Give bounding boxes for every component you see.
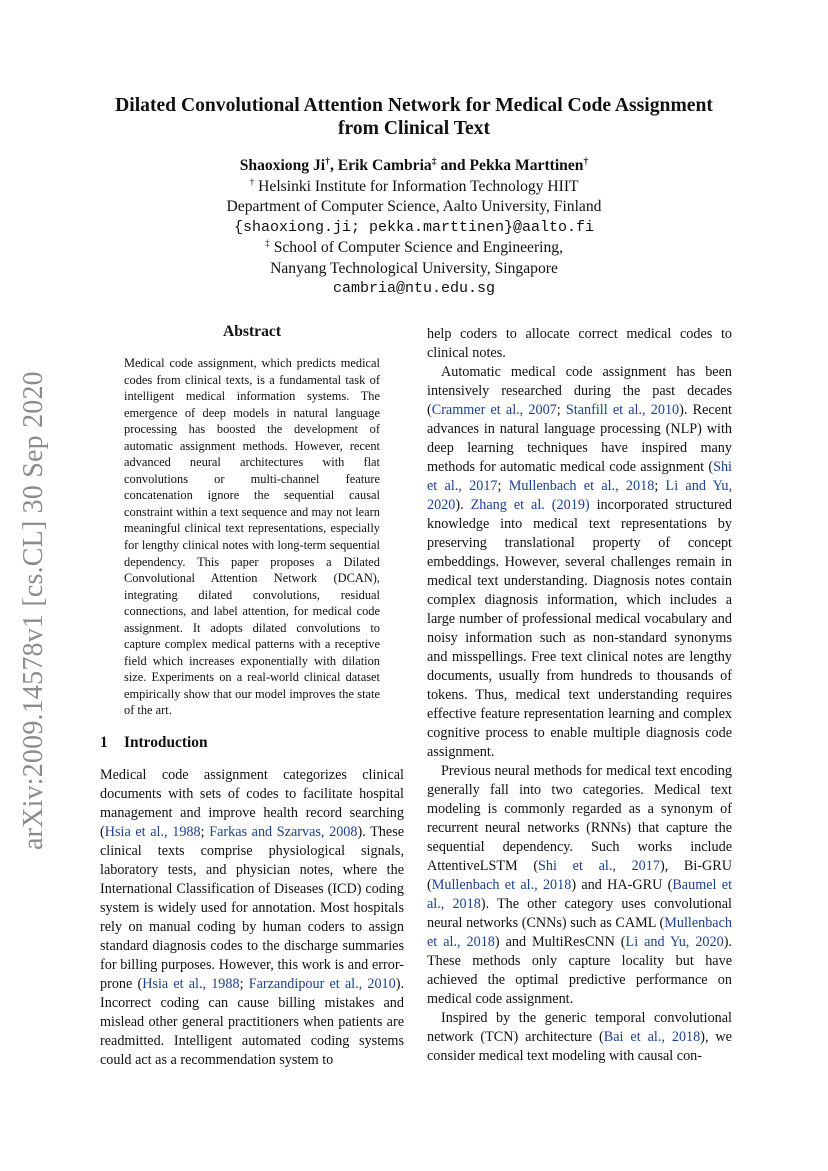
affiliation-1-text: Helsinki Institute for Information Technology HIIT [254,177,579,195]
text-run: ). [455,497,471,513]
email-1[interactable]: {shaoxiong.ji; pekka.marttinen}@aalto.fi [233,218,595,236]
citation-link[interactable]: Mullenbach et al., 2018 [427,915,732,950]
right-paragraph-3 [427,762,732,1009]
author-sep-2: and [436,157,470,174]
citation-link[interactable]: Farkas and Szarvas, 2008 [209,824,358,840]
author-2-mark: ‡ [431,155,437,167]
text-run: Medical code assignment categorizes clinical documents with sets of codes to facilitate hospital management and improve health record searching ( [100,767,404,840]
affiliation-1-dept: Department of Computer Science, Aalto University, Finland [226,198,602,215]
text-run: incorporated structured knowledge into medical text representations by preserving translational property of concept embeddings. However, several challenges remain in medical text understanding. Diagnosis notes contain complex diagnosis information, which includes a large number of professional medical vocabulary and noisy information such as non-standard synonyms and misspellings. Free text clinical notes are lengthy documents, usually from hundreds to thousands of tokens. Thus, medical text understanding requires effective feature representation learning and complex cognitive process to enable multiple diagnosis code assignment. [427,497,733,760]
citation-link[interactable]: Li and Yu, 2020 [427,478,732,513]
text-run: ). These clinical texts comprise physiological signals, laboratory tests, and physician notes, where the International Classification of Diseases (ICD) coding system is widely used for annotation. Most hospitals rely on manual coding by human coders to assign standard diagnosis codes to the discharge summaries for billing purposes. However, this work is and error-prone ( [100,824,405,992]
right-paragraph-2 [427,363,732,762]
author-names [150,156,678,177]
citation-link[interactable]: Baumel et al., 2018 [427,877,733,912]
abstract-heading: Abstract [222,323,282,340]
text-run: ; [239,976,249,992]
affiliation-1 [150,177,678,198]
author-1-mark: † [325,155,330,167]
citation-link[interactable]: Mullenbach et al., 2018 [508,478,655,494]
affiliation-2-univ: Nanyang Technological University, Singapore [270,259,558,277]
email-2[interactable]: cambria@ntu.edu.sg [332,280,496,297]
section-title: Introduction [124,734,208,751]
affiliation-1-mark: † [249,176,255,188]
citation-link[interactable]: Shi et al., 2017 [427,459,732,494]
intro-paragraph-1 [100,766,404,1070]
title-line-1: Dilated Convolutional Attention Network for Medical Code Assignment [115,95,713,116]
author-2: Erik Cambria [337,157,432,174]
text-run: ) and MultiResCNN ( [494,934,626,950]
text-run: ; [654,478,666,494]
text-run: ; [556,402,566,418]
text-run: ). These methods only capture locality but have achieved the optimal predictive performance on medical code assignment. [427,934,732,1007]
text-run: ). The other category uses convolutional neural networks (CNNs) such as CAML ( [427,896,732,931]
arxiv-id: arXiv:2009.14578v1 [cs.CL] 30 Sep 2020 [18,371,49,850]
section-heading [100,734,208,752]
text-run: ) and HA-GRU ( [571,877,673,893]
citation-link[interactable]: Shi et al., 2017 [538,858,660,874]
author-3: Pekka Marttinen [469,157,584,174]
paper-title [90,94,738,140]
author-1: Shaoxiong Ji [239,157,326,174]
abstract-body: Medical code assignment, which predicts medical codes from clinical texts, is a fundamental task of intelligent medical information systems. The emergence of deep models in natural language processing has boosted the development of automatic assignment methods. However, recent advanced neural architectures with flat convolutions or multi-channel feature concatenation ignore the sequential causal constraint within a text sequence and may not learn meaningful clinical text representations, especially for lengthy clinical notes with long-term sequential dependency. This paper proposes a Dilated Convolutional Attention Network (DCAN), integrating dilated convolutions, residual connections, and label attention, for medical code assignment. It adopts dilated convolutions to capture complex medical patterns with a receptive field which increases exponentially with dilation size. Experiments on a real-world clinical dataset empirically show that our model improves the state of the art. [124,356,380,718]
text-run: Previous neural methods for medical text encoding generally fall into two categories. Medical text modeling is commonly regarded as a synonym of recurrent neural networks (RNNs) that capture the sequential dependency. Such works include AttentiveLSTM ( [427,763,732,874]
text-run: Inspired by the generic temporal convolutional network (TCN) architecture ( [427,1010,732,1045]
citation-link[interactable]: Hsia et al., 1988 [104,824,201,840]
author-3-mark: † [583,155,589,167]
affiliation-2 [150,238,678,259]
citation-link[interactable]: Mullenbach et al., 2018 [431,877,572,893]
title-line-2: from Clinical Text [337,118,491,139]
citation-link[interactable]: Farzandipour et al., 2010 [248,976,396,992]
right-paragraph-4 [427,1009,732,1066]
author-block [150,156,678,300]
text-run: Automatic medical code assignment has been intensively researched during the past decades ( [427,364,732,418]
affiliation-2-mark: ‡ [264,237,270,249]
citation-link[interactable]: Li and Yu, 2020 [625,934,724,950]
text-run: ). Incorrect coding can cause billing mistakes and mislead other general practitioners when patients are readmitted. Intelligent automated coding systems could act as a recommendation system to [100,976,405,1068]
section-number: 1 [100,734,108,751]
text-run: ), Bi-GRU ( [427,858,733,893]
citation-link[interactable]: Stanfill et al., 2010 [565,402,680,418]
citation-link[interactable]: Bai et al., 2018 [603,1029,701,1045]
right-paragraph-0: help coders to allocate correct medical codes to clinical notes. [427,326,732,361]
citation-link[interactable]: Zhang et al. (2019) [470,497,590,513]
text-run: ). Recent advances in natural language processing (NLP) with deep learning techniques have inspired many methods for automatic medical code assignment ( [427,402,732,475]
citation-link[interactable]: Crammer et al., 2007 [431,402,557,418]
text-run: ; [497,478,509,494]
author-sep-1: , [329,157,338,174]
text-run: ; [200,824,210,840]
affiliation-2-text: School of Computer Science and Engineering, [269,239,563,256]
citation-link[interactable]: Hsia et al., 1988 [142,976,240,992]
left-column [100,766,404,1070]
right-column [427,325,732,1066]
text-run: ), we consider medical text modeling with causal con- [427,1029,732,1064]
